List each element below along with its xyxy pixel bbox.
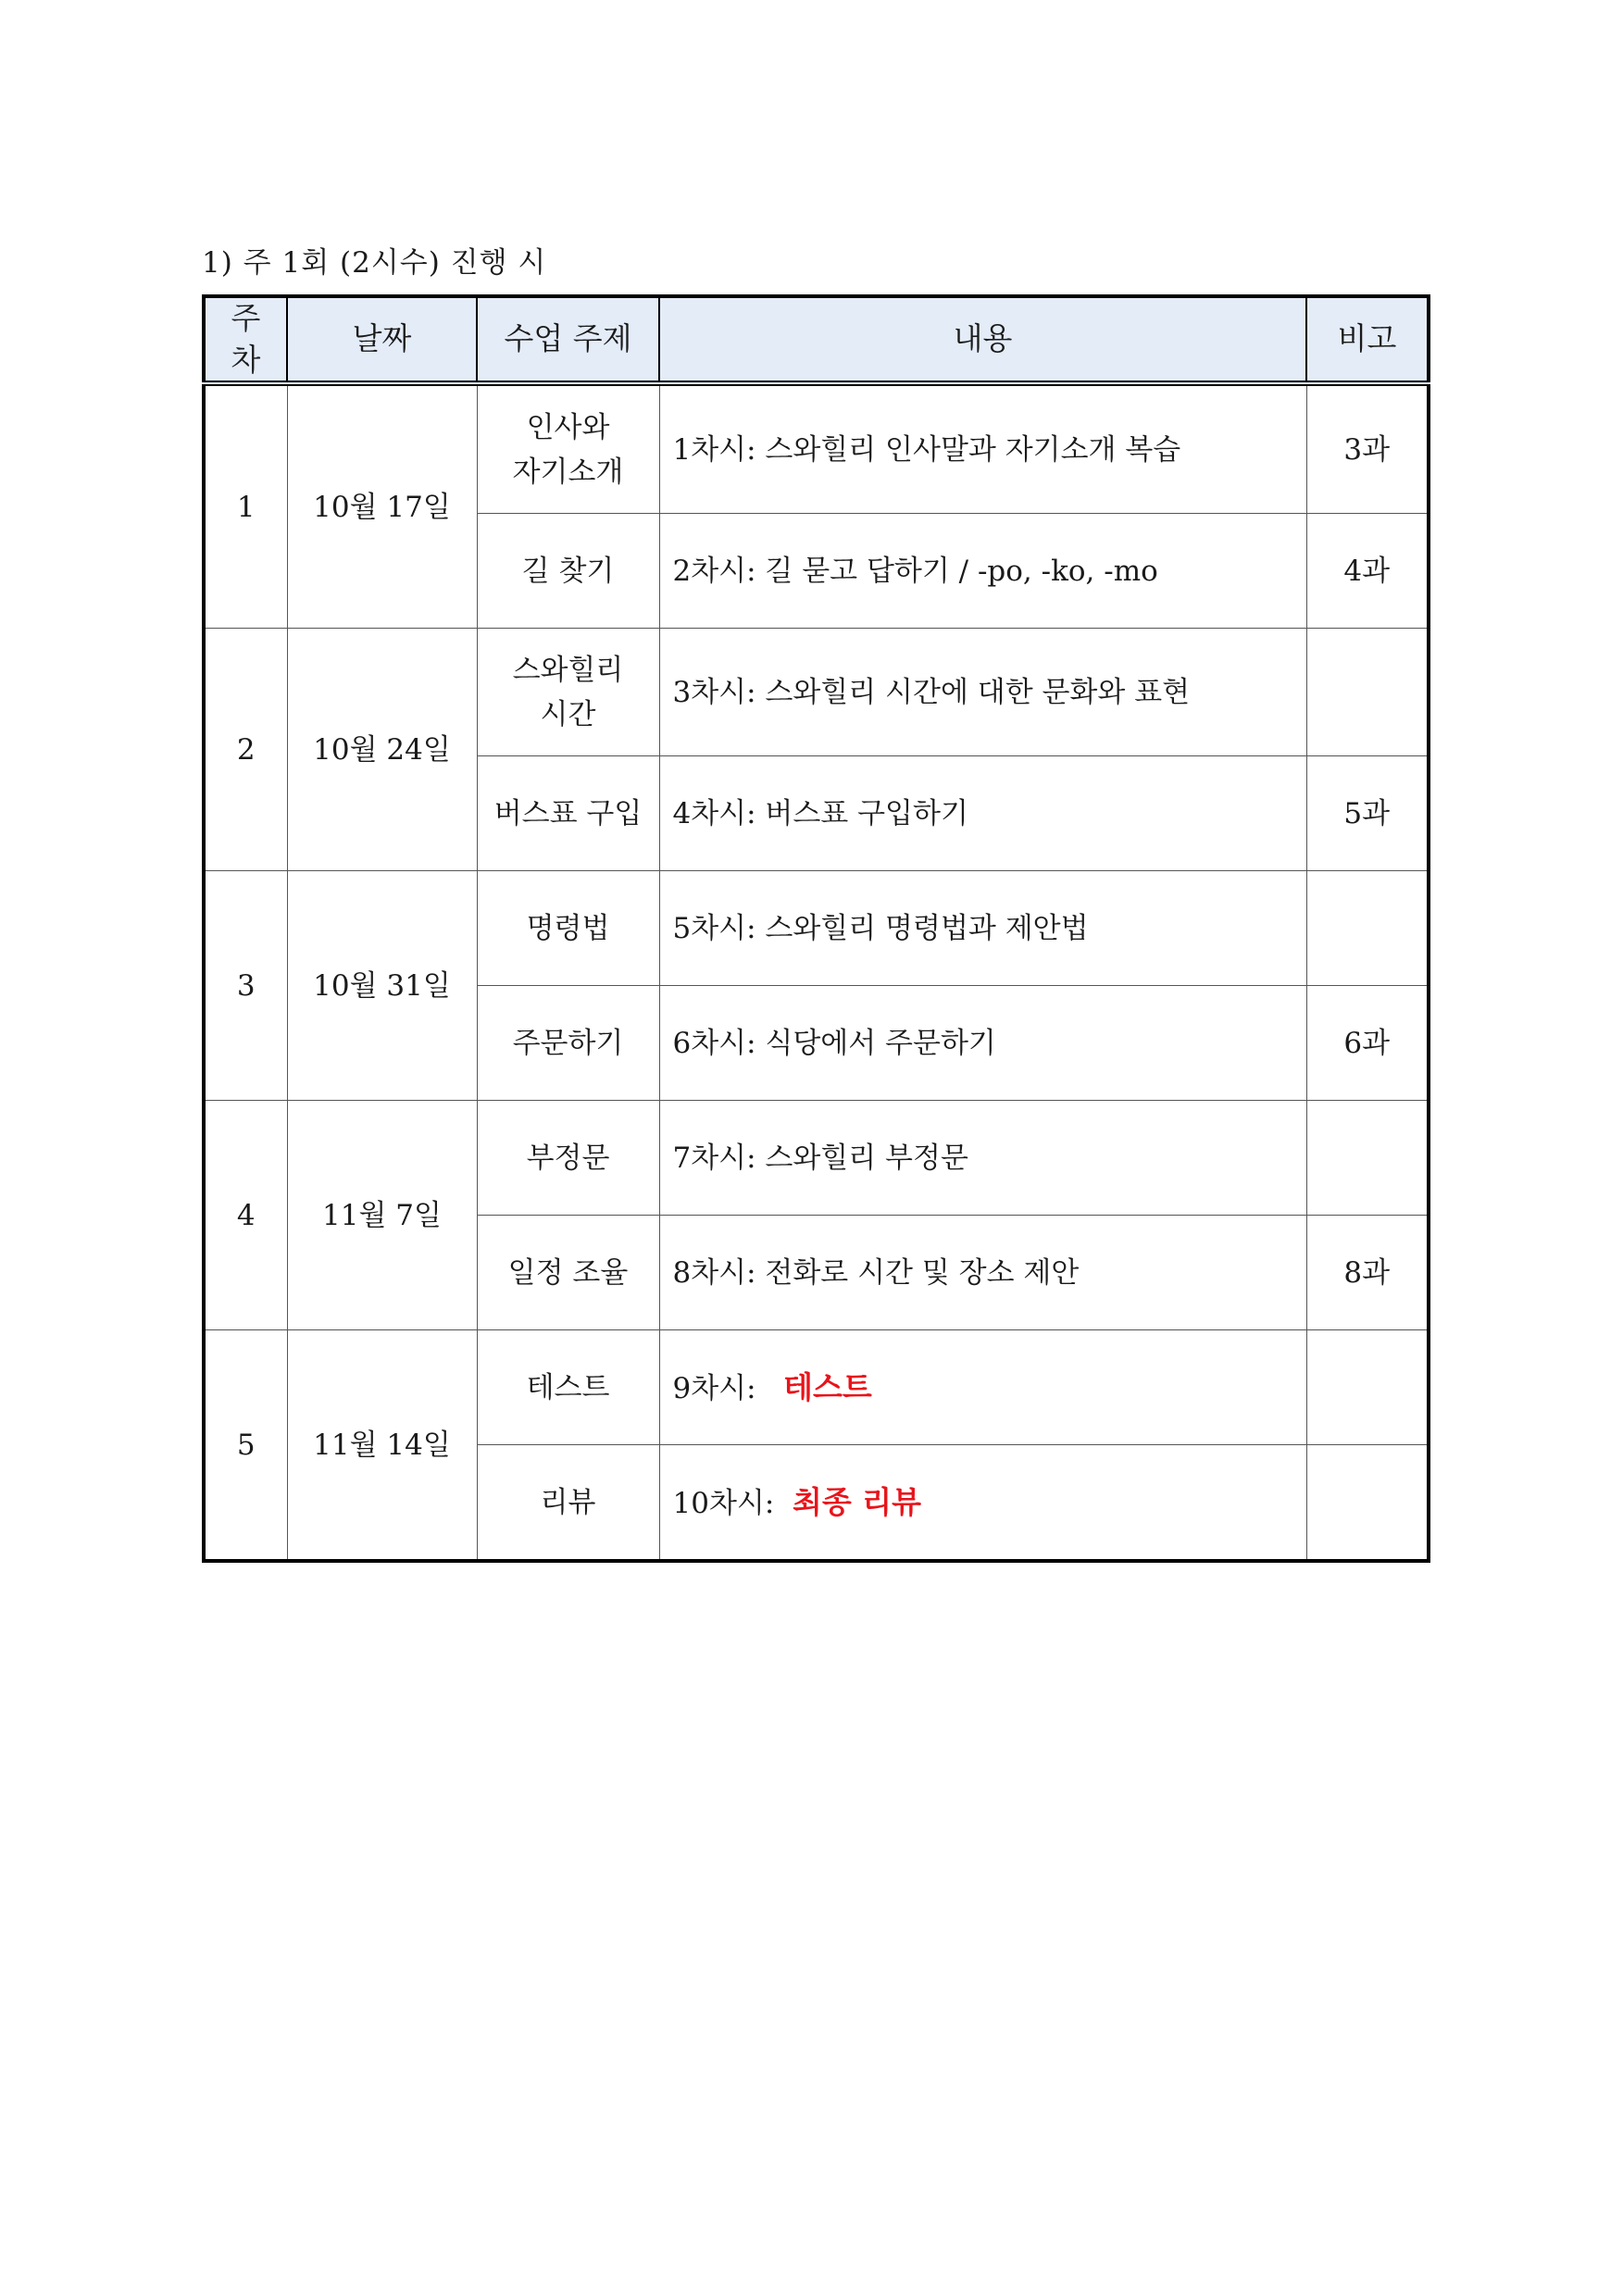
topic-cell: 부정문 xyxy=(477,1101,659,1216)
note-cell: 4과 xyxy=(1306,514,1429,629)
week-cell: 2 xyxy=(204,629,287,871)
topic-cell: 길 찾기 xyxy=(477,514,659,629)
table-caption: 1) 주 1회 (2시수) 진행 시 xyxy=(202,246,547,280)
content-text: 5차시: 스와힐리 명령법과 제안법 xyxy=(672,911,1089,945)
content-cell xyxy=(659,383,1306,514)
week-cell: 5 xyxy=(204,1330,287,1562)
highlight-text: 테스트 xyxy=(783,1369,872,1406)
topic-cell: 일정 조율 xyxy=(477,1216,659,1330)
note-cell: 3과 xyxy=(1306,383,1429,514)
content-text: 2차시: 길 묻고 답하기 / -po, -ko, -mo xyxy=(672,554,1158,588)
table-row xyxy=(204,1330,1429,1445)
content-cell xyxy=(659,871,1306,986)
class-schedule-table xyxy=(202,294,1430,1563)
content-cell xyxy=(659,986,1306,1101)
content-text: 4차시: 버스표 구입하기 xyxy=(672,796,968,830)
week-cell: 4 xyxy=(204,1101,287,1330)
header-topic: 수업 주제 xyxy=(477,296,659,383)
note-cell xyxy=(1306,871,1429,986)
week-cell: 1 xyxy=(204,383,287,629)
header-week: 주 차 xyxy=(204,296,287,383)
topic-cell: 명령법 xyxy=(477,871,659,986)
note-cell: 8과 xyxy=(1306,1216,1429,1330)
highlight-text: 최종 리뷰 xyxy=(793,1484,922,1521)
content-cell xyxy=(659,1330,1306,1445)
content-cell xyxy=(659,629,1306,756)
content-cell xyxy=(659,514,1306,629)
content-cell xyxy=(659,1445,1306,1562)
content-cell xyxy=(659,756,1306,871)
content-text: 10차시: xyxy=(672,1487,793,1521)
content-cell xyxy=(659,1101,1306,1216)
header-note: 비고 xyxy=(1306,296,1429,383)
topic-cell: 버스표 구입 xyxy=(477,756,659,871)
content-text: 8차시: 전화로 시간 및 장소 제안 xyxy=(672,1255,1080,1290)
note-cell: 6과 xyxy=(1306,986,1429,1101)
note-cell xyxy=(1306,1101,1429,1216)
header-row xyxy=(204,296,1429,383)
content-text: 1차시: 스와힐리 인사말과 자기소개 복습 xyxy=(672,432,1181,467)
content-text: 6차시: 식당에서 주문하기 xyxy=(672,1026,996,1060)
date-cell: 11월 7일 xyxy=(287,1101,477,1330)
header-date: 날짜 xyxy=(287,296,477,383)
date-cell: 11월 14일 xyxy=(287,1330,477,1562)
table-row xyxy=(204,1101,1429,1216)
note-cell: 5과 xyxy=(1306,756,1429,871)
note-cell xyxy=(1306,1330,1429,1445)
topic-cell: 스와힐리 시간 xyxy=(477,629,659,756)
topic-cell: 테스트 xyxy=(477,1330,659,1445)
header-content: 내용 xyxy=(659,296,1306,383)
content-text: 9차시: xyxy=(672,1372,784,1406)
table-row xyxy=(204,383,1429,514)
topic-cell: 인사와 자기소개 xyxy=(477,383,659,514)
note-cell xyxy=(1306,629,1429,756)
topic-cell: 리뷰 xyxy=(477,1445,659,1562)
schedule-body xyxy=(204,383,1429,1561)
topic-cell: 주문하기 xyxy=(477,986,659,1101)
date-cell: 10월 24일 xyxy=(287,629,477,871)
content-text: 7차시: 스와힐리 부정문 xyxy=(672,1141,968,1175)
content-text: 3차시: 스와힐리 시간에 대한 문화와 표현 xyxy=(672,675,1191,709)
table-row xyxy=(204,629,1429,756)
content-cell xyxy=(659,1216,1306,1330)
date-cell: 10월 17일 xyxy=(287,383,477,629)
note-cell xyxy=(1306,1445,1429,1562)
week-cell: 3 xyxy=(204,871,287,1101)
date-cell: 10월 31일 xyxy=(287,871,477,1101)
table-row xyxy=(204,871,1429,986)
